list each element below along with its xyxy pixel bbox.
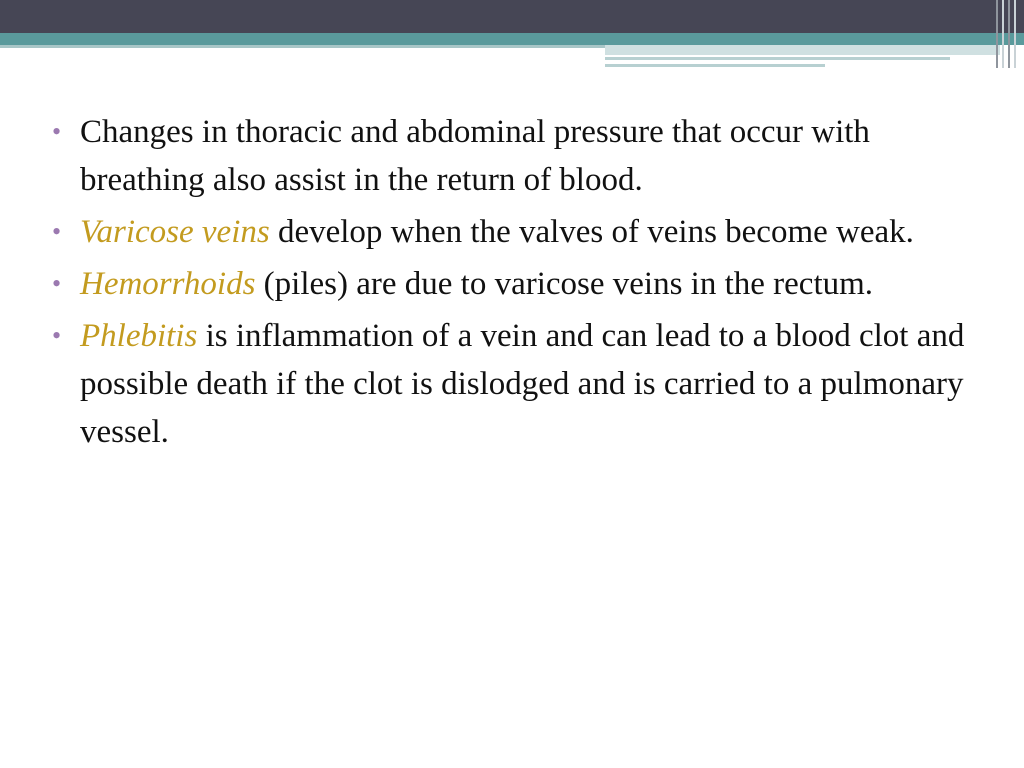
bullet-text: (piles) are due to varicose veins in the rectum. [255,266,874,302]
header-accent-line [605,57,950,60]
bullet-item [52,208,997,256]
bullet-item [52,312,997,456]
bullet-term: Phlebitis [80,318,198,354]
header-vertical-line [1008,0,1010,68]
header-step-band [605,45,1000,55]
header-vertical-line [996,0,998,68]
header-light-band [0,45,605,48]
bullet-term: Varicose veins [80,214,270,250]
bullet-text: develop when the valves of veins become weak. [269,214,914,250]
slide-body [52,108,997,460]
bullet-text: Changes in thoracic and abdominal pressure that occur with breathing also assist in the return of blood. [80,114,870,198]
bullet-dot-icon: • [52,117,62,146]
header-accent-line [605,64,825,67]
header-dark-band [0,0,1024,33]
bullet-dot-icon: • [52,269,62,298]
bullet-dot-icon: • [52,321,62,350]
bullet-item [52,108,997,204]
bullet-dot-icon: • [52,217,62,246]
bullet-term: Hemorrhoids [80,266,256,302]
bullet-text: is inflammation of a vein and can lead to a blood clot and possible death if the clot is dislodged and is carried to a pulmonary vessel. [80,318,965,450]
header-vertical-line [1014,0,1016,68]
header-vertical-line [1002,0,1004,68]
bullet-item [52,260,997,308]
bullet-list [52,108,997,456]
header-teal-band [0,33,1024,45]
